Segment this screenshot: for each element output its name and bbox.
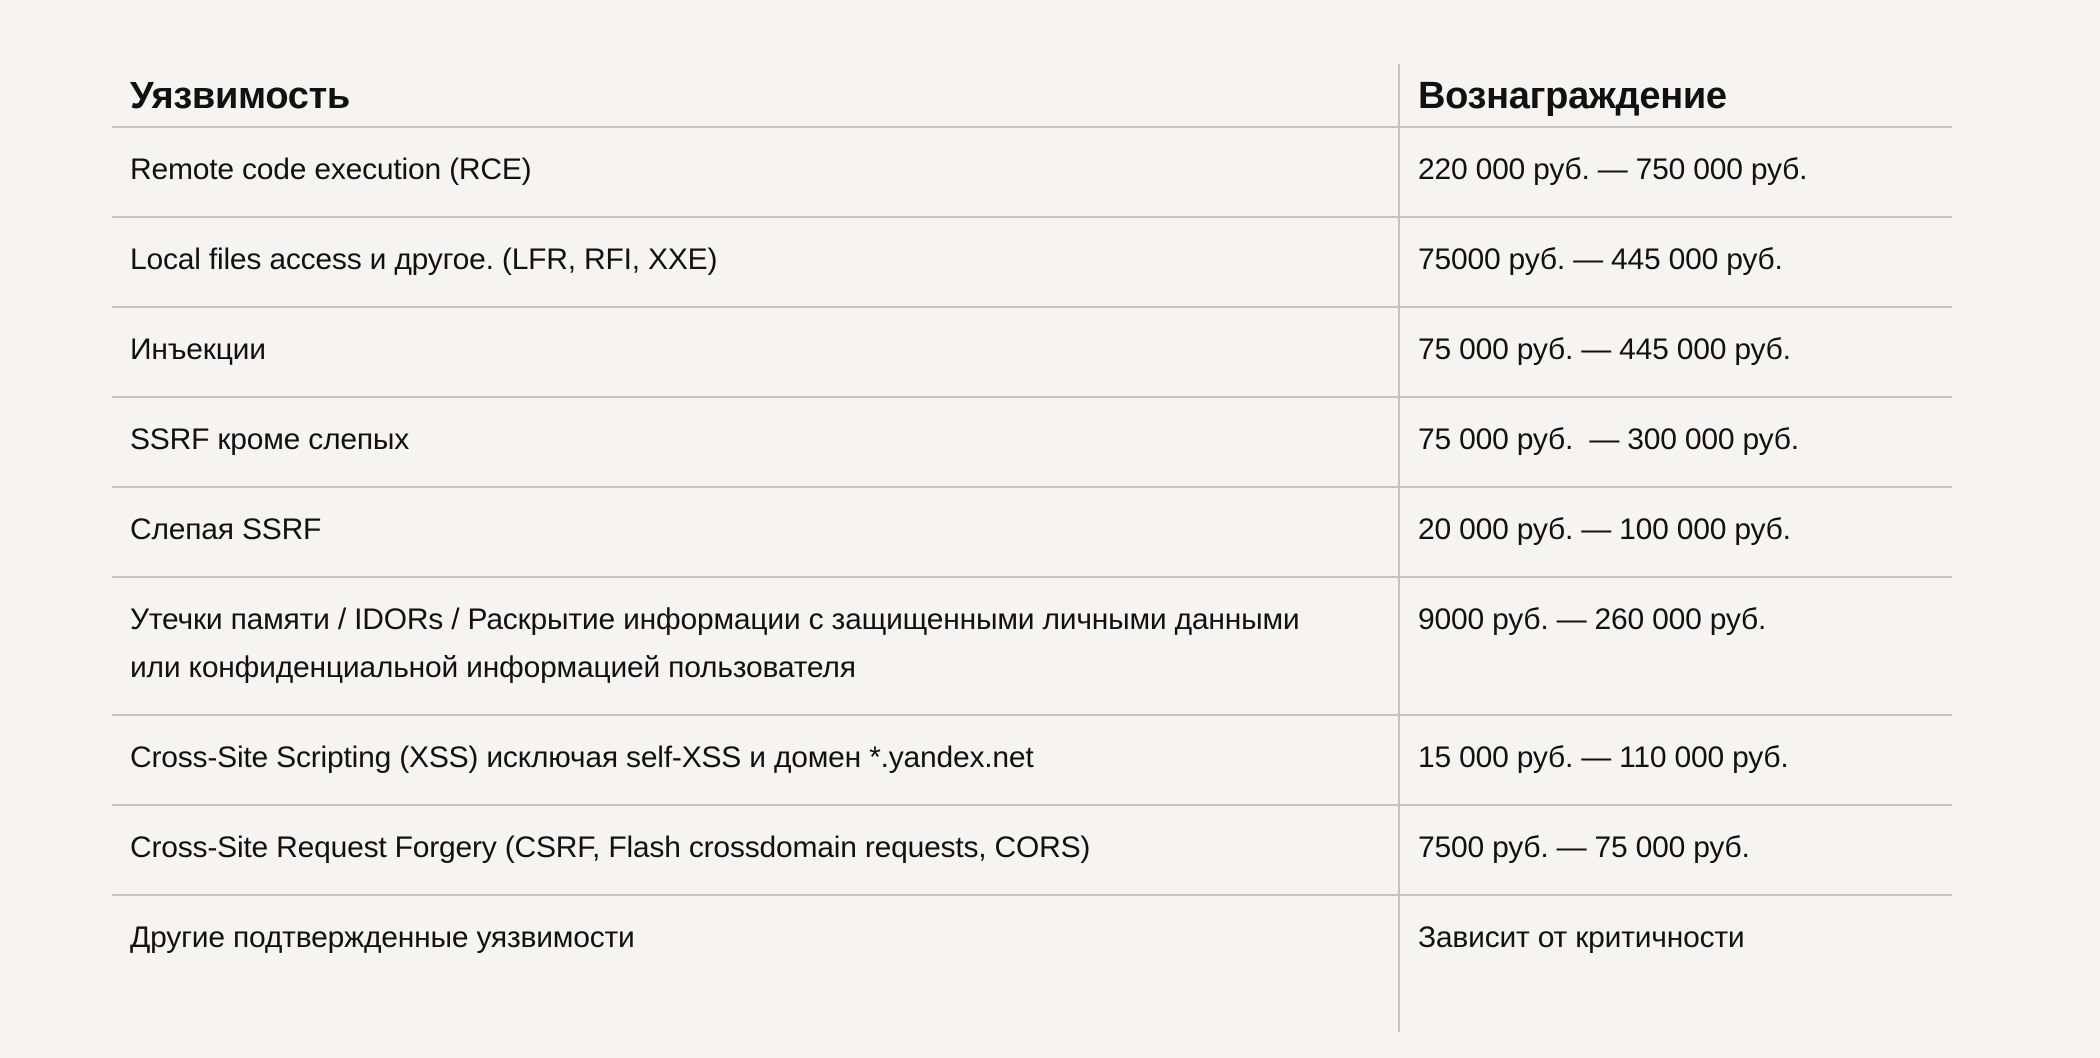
- table-row: [112, 128, 1952, 218]
- vulnerability-cell: Cross-Site Scripting (XSS) исключая self-XSS и домен *.yandex.net: [130, 741, 1034, 774]
- table-row: [112, 218, 1952, 308]
- reward-cell: 9000 руб. — 260 000 руб.: [1418, 603, 1767, 636]
- vulnerability-cell: Cross-Site Request Forgery (CSRF, Flash crossdomain requests, CORS): [130, 831, 1091, 864]
- table-row: [112, 716, 1952, 806]
- vulnerability-cell: Слепая SSRF: [130, 513, 322, 546]
- reward-cell: 20 000 руб. — 100 000 руб.: [1418, 513, 1791, 546]
- table-row: [112, 398, 1952, 488]
- vulnerability-cell: Local files access и другое. (LFR, RFI, XXE): [130, 243, 718, 276]
- vulnerability-cell: Утечки памяти / IDORs / Раскрытие информации с защищенными личными данными или конфиденциальной информацией пользователя: [130, 603, 1300, 684]
- vulnerability-cell: SSRF кроме слепых: [130, 423, 410, 456]
- vulnerability-cell: Инъекции: [130, 333, 266, 366]
- table-row: [112, 578, 1952, 716]
- table-row: [112, 308, 1952, 398]
- reward-cell: 75 000 руб. — 445 000 руб.: [1418, 333, 1791, 366]
- reward-cell: 15 000 руб. — 110 000 руб.: [1418, 741, 1789, 774]
- vulnerability-cell: Remote code execution (RCE): [130, 153, 532, 186]
- reward-cell: 220 000 руб. — 750 000 руб.: [1418, 153, 1808, 186]
- table-row: [112, 806, 1952, 896]
- reward-cell: 7500 руб. — 75 000 руб.: [1418, 831, 1750, 864]
- bounty-table: [112, 64, 1952, 1036]
- vulnerability-cell: Другие подтвержденные уязвимости: [130, 921, 635, 954]
- table-row: [112, 488, 1952, 578]
- reward-cell: 75000 руб. — 445 000 руб.: [1418, 243, 1783, 276]
- reward-cell: Зависит от критичности: [1418, 921, 1745, 954]
- reward-cell: 75 000 руб. — 300 000 руб.: [1418, 423, 1799, 456]
- header-vulnerability: Уязвимость: [130, 75, 350, 117]
- table-header-row: [112, 64, 1952, 128]
- header-reward: Вознаграждение: [1418, 75, 1727, 117]
- table-row: [112, 896, 1952, 1036]
